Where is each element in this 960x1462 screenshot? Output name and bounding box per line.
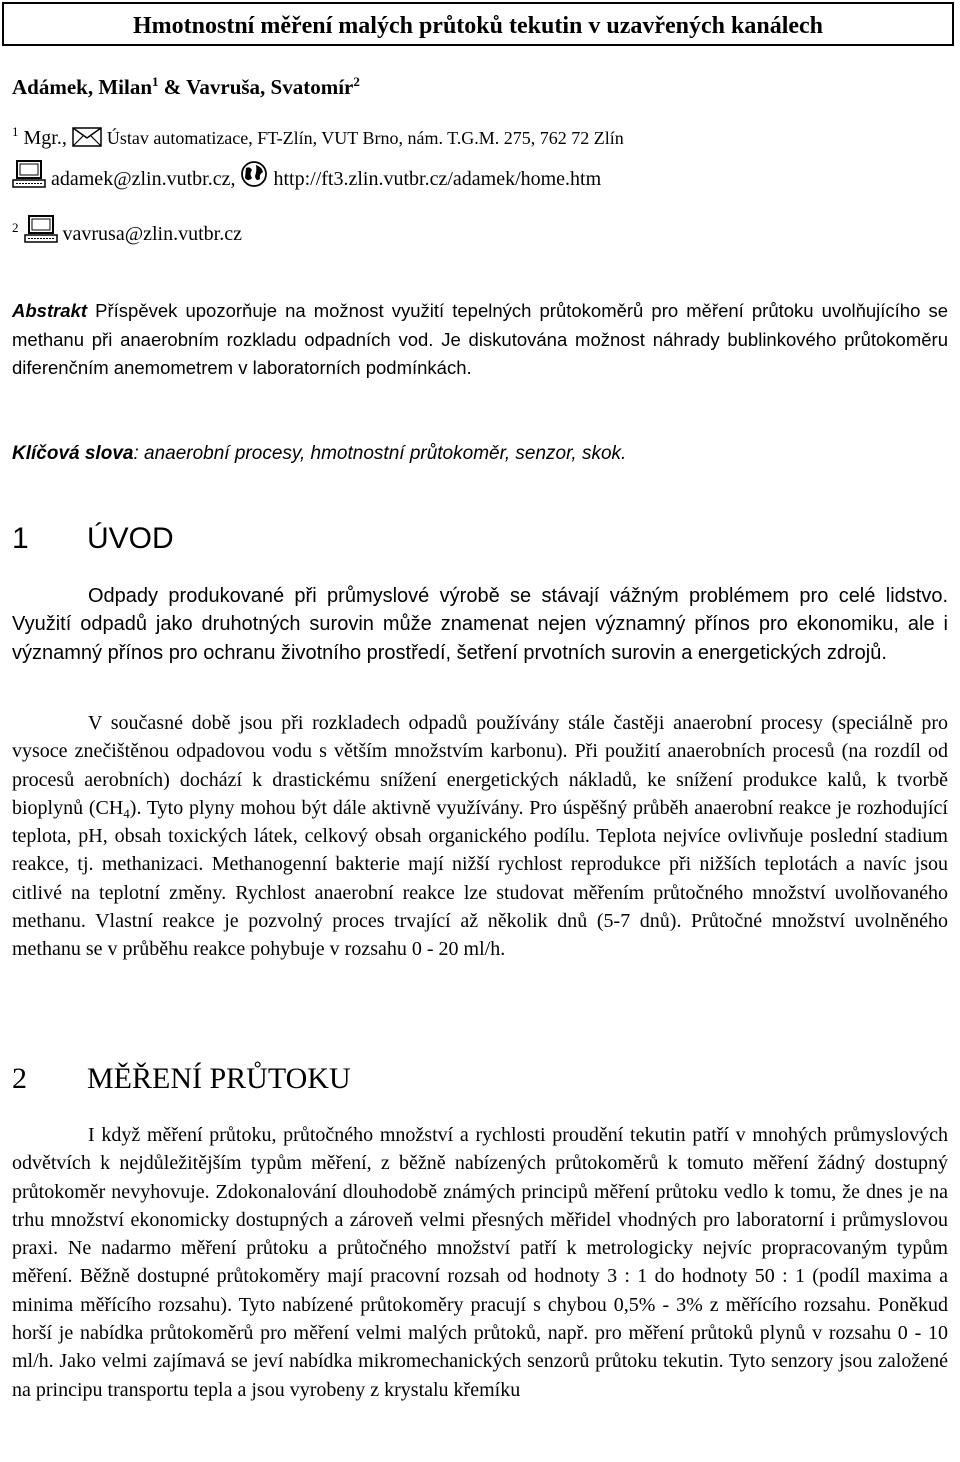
section-1-p2-text-a: V současné době jsou při rozkladech odpadů používány stále častěji anaerobní procesy (speciálně pro vysoce znečištěnou odpadovou vodu s větším množstvím karbonu). Při použití anaerobních procesů (na rozdíl od procesů aerobních) dochází k drastickému snížení energetických nákladů, ke snížení produkce kalů, k tvorbě bioplynů (CH <box>12 712 948 819</box>
author-2: Vavruša, Svatomír <box>186 75 354 99</box>
abstract <box>12 297 948 383</box>
keywords <box>12 443 626 465</box>
affiliation-degree: Mgr., <box>23 127 67 149</box>
affiliation-address: Ústav automatizace, FT-Zlín, VUT Brno, nám. T.G.M. 275, 762 72 Zlín <box>106 128 624 148</box>
contact-email-2[interactable]: vavrusa@zlin.vutbr.cz <box>62 223 242 245</box>
section-2-title: MĚŘENÍ PRŮTOKU <box>87 1062 351 1095</box>
computer-icon <box>24 215 58 250</box>
envelope-icon <box>72 127 102 154</box>
section-2-p1-text: I když měření průtoku, průtočného množství a rychlosti proudění tekutin patří v mnohých průmyslových odvětvích k nejdůležitějším typům měření, z běžně nabízených průtokoměrů k tomuto měření žádný dostupný průtokoměr nevyhovuje. Zdokonalování dlouhodobě známých principů měření průtoku vedlo k tomu, že dnes je na trhu množství ekonomicky dostupných a zároveň velmi přesných měřidel vhodných pro laboratorní i průmyslovou praxi. Ne nadarmo měření průtoku a průtočného množství patří k metrologicky nejvíc propracovaným typům měření. Běžně dostupné průtokoměry mají pracovní rozsah od hodnoty 3 : 1 do hodnoty 50 : 1 (podíl maxima a minima měřícího rozsahu). Tyto nabízené průtokoměry pracují s chybou 0,5% - 3% z měřícího rozsahu. Poněkud horší je nabídka průtokoměrů pro měření velmi malých průtoků, např. pro měření průtoků plynů v rozsahu 0 - 10 ml/h. Jako velmi zajímavá se jeví nabídka mikromechanických senzorů průtoku tekutin. Tyto senzory jsou založené na principu transportu tepla a jsou vyrobeny z krystalu křemíku <box>12 1124 948 1401</box>
affiliation-sup-2: 2 <box>12 220 19 235</box>
contact-line-2 <box>12 215 948 250</box>
paper-title: Hmotnostní měření malých průtoků tekutin v uzavřených kanálech <box>132 13 824 39</box>
globe-icon <box>240 160 268 195</box>
section-1-number: 1 <box>12 522 29 555</box>
title-box <box>2 2 954 46</box>
section-2-heading <box>12 1062 351 1096</box>
section-1-paragraph-1 <box>12 582 948 667</box>
section-1-p1-text: Odpady produkované při průmyslové výrobě se stávají vážným problémem pro celé lidstvo. Využití odpadů jako druhotných surovin může znamenat nejen významný přínos pro ekonomiku, ale i významný přínos pro ochranu životního prostředí, šetření prvotních surovin a energetických zdrojů. <box>12 585 948 664</box>
author-1-sup: 1 <box>152 74 159 89</box>
computer-icon <box>12 160 46 195</box>
authors-line <box>12 74 948 100</box>
author-1: Adámek, Milan <box>12 75 153 99</box>
keywords-label: Klíčová slova <box>12 443 134 464</box>
section-2-paragraph-1 <box>12 1121 948 1404</box>
author-2-sup: 2 <box>353 74 360 89</box>
contact-web[interactable]: http://ft3.zlin.vutbr.cz/adamek/home.htm <box>273 168 602 190</box>
author-ampersand: & <box>163 75 182 99</box>
abstract-text: Příspěvek upozorňuje na možnost využití tepelných průtokoměrů pro měření průtoku uvolňujícího se methanu při anaerobním rozkladu odpadních vod. Je diskutována možnost náhrady bublinkového průtokoměru diferenčním anemometrem v laboratorních podmínkách. <box>12 300 948 378</box>
contact-email-1[interactable]: adamek@zlin.vutbr.cz, <box>51 168 236 190</box>
contact-line <box>12 160 948 195</box>
section-1-heading <box>12 522 174 556</box>
affiliation-sup-1: 1 <box>12 124 19 139</box>
affiliation-line <box>12 125 948 154</box>
section-1-p2-subscript: 4 <box>123 805 130 821</box>
section-1-paragraph-2 <box>12 709 948 964</box>
section-1-p2-text-b: ). Tyto plyny mohou být dále aktivně využívány. Pro úspěšný průběh anaerobní reakce je rozhodující teplota, pH, obsah toxických látek, celkový obsah organického podílu. Teplota nejvíce ovlivňuje poslední stadium reakce, tj. methanizaci. Methanogenní bakterie mají nižší rychlost reprodukce při nižších teplotách a navíc jsou citlivé na teplotní změny. Rychlost anaerobní reakce lze studovat měřením průtočného množství uvolňovaného methanu. Vlastní reakce je pozvolný proces trvající až několik dnů (5-7 dnů). Průtočné množství uvolněného methanu se v průběhu reakce pohybuje v rozsahu 0 - 20 ml/h. <box>12 796 948 961</box>
section-2-number: 2 <box>12 1062 27 1095</box>
section-1-title: ÚVOD <box>87 522 174 555</box>
abstract-label: Abstrakt <box>12 300 88 321</box>
keywords-text: : anaerobní procesy, hmotnostní průtokoměr, senzor, skok. <box>133 443 627 464</box>
